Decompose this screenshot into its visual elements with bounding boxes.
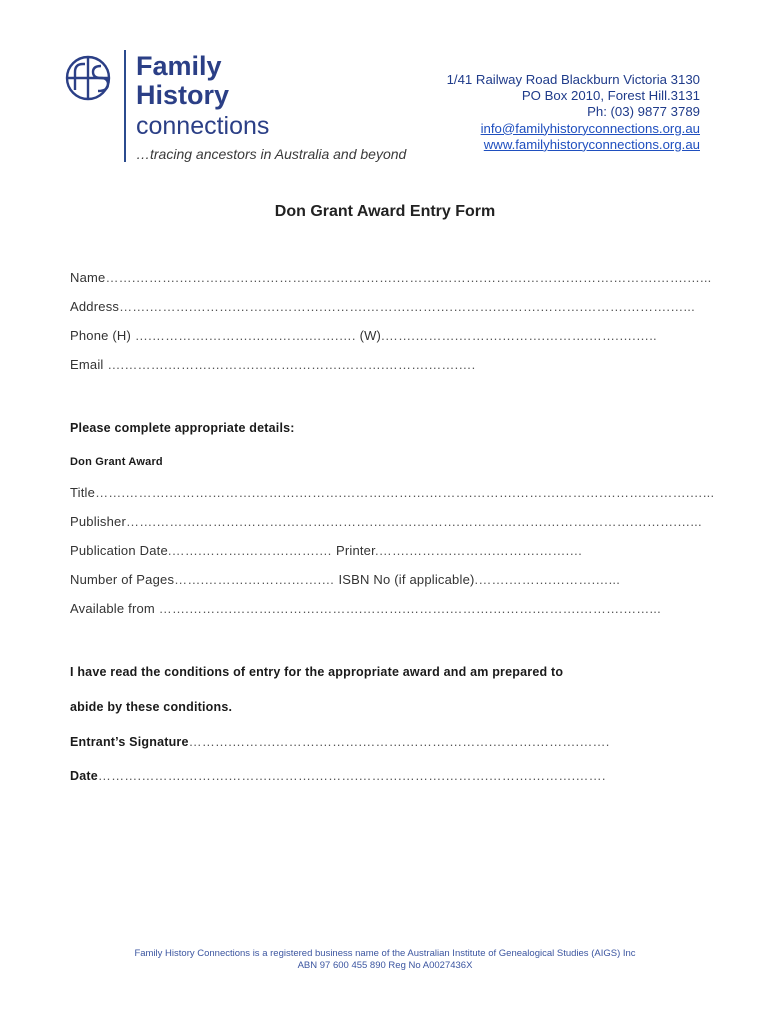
email-link[interactable]: info@familyhistoryconnections.org.au [480,120,700,136]
email-dots: ….……….……….……….……….……….……….……….…….…. [107,357,476,372]
available-field[interactable] [70,601,661,616]
address-line: 1/41 Railway Road Blackburn Victoria 3130 [446,72,700,87]
available-label: Available from [70,601,155,616]
name-dots: …….……….……….……….……….……….……….……….……….……….……….……….……….…….…... [105,270,712,285]
title-dots: …….……….……….……….……….……….……….……….……….……….……….……….……….……….…... [95,485,715,500]
pages-dots: …….……….……….…….… [174,572,339,587]
logo [64,50,424,170]
signature-field[interactable] [70,734,610,749]
footer-line-1: Family History Connections is a registered business name of the Australian Institute of Genealogical Studies (AIGS) Inc [134,948,636,959]
address-label: Address [70,299,120,314]
pub-date-field[interactable] [70,543,583,558]
email-field[interactable] [70,357,475,372]
phone-w-label: (W) [359,328,382,343]
details-heading: Please complete appropriate details: [70,421,295,435]
form-title: Don Grant Award Entry Form [274,203,496,220]
po-box-line: PO Box 2010, Forest Hill.3131 [521,88,700,104]
fhc-logo-icon [64,54,116,102]
phone-field[interactable] [70,328,657,343]
publisher-field[interactable] [70,514,702,529]
title-label: Title [70,485,96,500]
date-label: Date [70,769,98,783]
address-field[interactable] [70,299,695,314]
address-dots: …….……….……….……….……….……….……….……….……….……….……….……….……….…... [119,299,695,314]
publisher-label: Publisher [70,514,126,529]
isbn-label: ISBN No (if applicable) [338,572,475,587]
isbn-dots: .…….……….……….…... [474,572,621,587]
publisher-dots: …….……….……….……….……….……….……….……….……….……….……….……….……….…... [126,514,702,529]
pub-date-label: Publication Date [70,543,168,558]
date-dots: ……….……….……….……….……….……….……….……….……….……….……….……. [97,768,606,783]
logo-word-family: Family [136,51,222,81]
signature-dots: ……….……….……….……….……….……….……….……….……….……. [188,734,610,749]
email-label: Email [70,357,104,372]
footer [0,948,770,972]
name-label: Name [70,270,106,285]
logo-divider [124,50,126,162]
award-heading: Don Grant Award [70,456,163,468]
logo-word-history: History [136,80,230,110]
available-dots: …….……….……….……….……….……….……….……….……….……….……….……... [158,601,661,616]
name-field[interactable] [70,270,712,285]
pages-field[interactable] [70,572,620,587]
title-field[interactable] [70,485,714,500]
logo-word-connections: connections [136,112,270,140]
printer-dots: .…….……….……….……….…….… [374,543,583,558]
printer-label: Printer [335,543,375,558]
phone-h-label: Phone (H) [70,328,132,343]
date-field[interactable] [70,768,606,783]
declaration-line-2: abide by these conditions. [70,700,233,714]
phone-w-dots: .…….……….……….……….……….…….….….. [381,328,657,343]
signature-label: Entrant’s Signature [70,735,189,749]
pages-label: Number of Pages [70,572,175,587]
phone-h-dots: ….………….……….………….…….…. [134,328,360,343]
pub-date-dots: .…….……….……….…….… [167,543,336,558]
website-link[interactable]: www.familyhistoryconnections.org.au [483,136,700,152]
phone-line: Ph: (03) 9877 3789 [587,104,700,120]
declaration-line-1: I have read the conditions of entry for the appropriate award and am prepared to [70,665,564,679]
footer-line-2: ABN 97 600 455 890 Reg No A0027436X [297,960,473,971]
logo-tagline: …tracing ancestors in Australia and beyond [136,146,407,162]
contact-block [447,72,700,153]
